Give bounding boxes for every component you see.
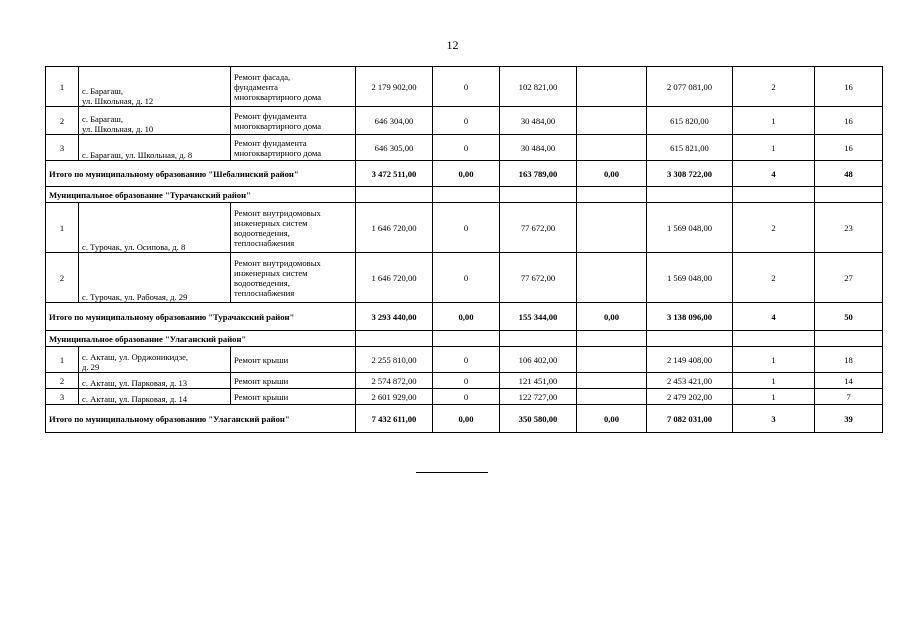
address-cell: с. Барагаш, ул. Школьная, д. 8 [79, 135, 231, 161]
total-row [46, 405, 883, 433]
value-cell [577, 203, 647, 253]
value-cell: 23 [815, 203, 883, 253]
value-cell: 14 [815, 373, 883, 389]
value-cell: 646 305,00 [356, 135, 433, 161]
address-cell: с. Акташ, ул. Парковая, д. 13 [79, 373, 231, 389]
total-value-cell: 3 293 440,00 [356, 303, 433, 331]
table-row [46, 203, 883, 253]
table-row [46, 347, 883, 373]
empty-cell [500, 187, 577, 203]
table-row [46, 253, 883, 303]
value-cell [577, 107, 647, 135]
address-cell: с. Турочак, ул. Осипова, д. 8 [79, 203, 231, 253]
value-cell: 1 [733, 107, 815, 135]
table-body [46, 67, 883, 433]
total-value-cell: 155 344,00 [500, 303, 577, 331]
value-cell: 2 [733, 253, 815, 303]
value-cell: 27 [815, 253, 883, 303]
total-value-cell: 0,00 [577, 161, 647, 187]
value-cell: 2 [733, 203, 815, 253]
value-cell: 30 484,00 [500, 135, 577, 161]
table-row [46, 389, 883, 405]
total-value-cell: 0,00 [577, 303, 647, 331]
section-header-row [46, 331, 883, 347]
value-cell [577, 373, 647, 389]
empty-cell [577, 331, 647, 347]
address-cell: с. Барагаш, ул. Школьная, д. 12 [79, 67, 231, 107]
empty-cell [733, 331, 815, 347]
work-type-cell: Ремонт фасада, фундамента многоквартирного дома [231, 67, 356, 107]
total-value-cell: 4 [733, 303, 815, 331]
total-label-cell: Итого по муниципальному образованию "Шебалинский район" [46, 161, 356, 187]
value-cell: 102 821,00 [500, 67, 577, 107]
value-cell: 16 [815, 107, 883, 135]
value-cell: 615 821,00 [647, 135, 733, 161]
total-value-cell: 4 [733, 161, 815, 187]
table-row [46, 135, 883, 161]
empty-cell [356, 187, 433, 203]
empty-cell [356, 331, 433, 347]
total-value-cell: 7 082 031,00 [647, 405, 733, 433]
value-cell: 121 451,00 [500, 373, 577, 389]
value-cell: 2 574 872,00 [356, 373, 433, 389]
total-label-cell: Итого по муниципальному образованию "Турачакский район" [46, 303, 356, 331]
value-cell [577, 135, 647, 161]
empty-cell [647, 187, 733, 203]
work-type-cell: Ремонт крыши [231, 389, 356, 405]
address-cell: с. Турочак, ул. Рабочая, д. 29 [79, 253, 231, 303]
address-cell: с. Акташ, ул. Парковая, д. 14 [79, 389, 231, 405]
empty-cell [815, 331, 883, 347]
value-cell: 0 [433, 135, 500, 161]
value-cell: 1 646 720,00 [356, 203, 433, 253]
total-value-cell: 350 580,00 [500, 405, 577, 433]
address-cell: с. Барагаш, ул. Школьная, д. 10 [79, 107, 231, 135]
value-cell: 2 149 408,00 [647, 347, 733, 373]
total-label-cell: Итого по муниципальному образованию "Улаганский район" [46, 405, 356, 433]
value-cell: 0 [433, 373, 500, 389]
value-cell [577, 253, 647, 303]
empty-cell [733, 187, 815, 203]
row-number-cell: 1 [46, 67, 79, 107]
row-number-cell: 1 [46, 203, 79, 253]
value-cell: 77 672,00 [500, 253, 577, 303]
value-cell: 122 727,00 [500, 389, 577, 405]
table-row [46, 107, 883, 135]
repair-program-table [45, 66, 883, 433]
address-cell: с. Акташ, ул. Орджоникидзе, д. 29 [79, 347, 231, 373]
value-cell: 1 [733, 135, 815, 161]
row-number-cell: 2 [46, 373, 79, 389]
total-value-cell: 3 [733, 405, 815, 433]
total-value-cell: 48 [815, 161, 883, 187]
empty-cell [815, 187, 883, 203]
page-number: 12 [446, 38, 459, 52]
value-cell: 615 820,00 [647, 107, 733, 135]
table-row [46, 67, 883, 107]
total-value-cell: 3 308 722,00 [647, 161, 733, 187]
section-title-cell: Муниципальное образование "Турачакский район" [46, 187, 356, 203]
row-number-cell: 2 [46, 253, 79, 303]
value-cell: 1 646 720,00 [356, 253, 433, 303]
total-value-cell: 3 472 511,00 [356, 161, 433, 187]
value-cell: 2 179 902,00 [356, 67, 433, 107]
section-title-cell: Муниципальное образование "Улаганский район" [46, 331, 356, 347]
work-type-cell: Ремонт крыши [231, 373, 356, 389]
value-cell: 30 484,00 [500, 107, 577, 135]
work-type-cell: Ремонт внутридомовых инженерных систем водоотведения, теплоснабжения [231, 203, 356, 253]
value-cell [577, 347, 647, 373]
value-cell: 2 255 810,00 [356, 347, 433, 373]
total-value-cell: 0,00 [433, 405, 500, 433]
total-value-cell: 163 789,00 [500, 161, 577, 187]
value-cell: 1 [733, 373, 815, 389]
row-number-cell: 3 [46, 389, 79, 405]
value-cell: 0 [433, 67, 500, 107]
total-value-cell: 3 138 096,00 [647, 303, 733, 331]
total-value-cell: 0,00 [433, 161, 500, 187]
footer-divider [416, 472, 488, 473]
empty-cell [647, 331, 733, 347]
total-value-cell: 39 [815, 405, 883, 433]
value-cell: 16 [815, 67, 883, 107]
work-type-cell: Ремонт фундамента многоквартирного дома [231, 107, 356, 135]
value-cell: 0 [433, 347, 500, 373]
total-value-cell: 0,00 [433, 303, 500, 331]
value-cell [577, 389, 647, 405]
total-row [46, 161, 883, 187]
value-cell: 2 077 081,00 [647, 67, 733, 107]
total-value-cell: 7 432 611,00 [356, 405, 433, 433]
value-cell: 2 [733, 67, 815, 107]
work-type-cell: Ремонт внутридомовых инженерных систем водоотведения, теплоснабжения [231, 253, 356, 303]
work-type-cell: Ремонт крыши [231, 347, 356, 373]
value-cell: 1 569 048,00 [647, 253, 733, 303]
empty-cell [433, 187, 500, 203]
value-cell: 0 [433, 107, 500, 135]
value-cell: 0 [433, 253, 500, 303]
empty-cell [433, 331, 500, 347]
value-cell: 2 453 421,00 [647, 373, 733, 389]
value-cell: 2 479 202,00 [647, 389, 733, 405]
row-number-cell: 1 [46, 347, 79, 373]
value-cell: 7 [815, 389, 883, 405]
value-cell: 646 304,00 [356, 107, 433, 135]
value-cell: 1 569 048,00 [647, 203, 733, 253]
total-value-cell: 0,00 [577, 405, 647, 433]
value-cell: 77 672,00 [500, 203, 577, 253]
value-cell: 16 [815, 135, 883, 161]
value-cell: 18 [815, 347, 883, 373]
total-row [46, 303, 883, 331]
value-cell [577, 67, 647, 107]
empty-cell [577, 187, 647, 203]
value-cell: 1 [733, 389, 815, 405]
value-cell: 106 402,00 [500, 347, 577, 373]
section-header-row [46, 187, 883, 203]
value-cell: 0 [433, 203, 500, 253]
empty-cell [500, 331, 577, 347]
value-cell: 0 [433, 389, 500, 405]
row-number-cell: 3 [46, 135, 79, 161]
value-cell: 1 [733, 347, 815, 373]
table-row [46, 373, 883, 389]
total-value-cell: 50 [815, 303, 883, 331]
value-cell: 2 601 929,00 [356, 389, 433, 405]
work-type-cell: Ремонт фундамента многоквартирного дома [231, 135, 356, 161]
row-number-cell: 2 [46, 107, 79, 135]
